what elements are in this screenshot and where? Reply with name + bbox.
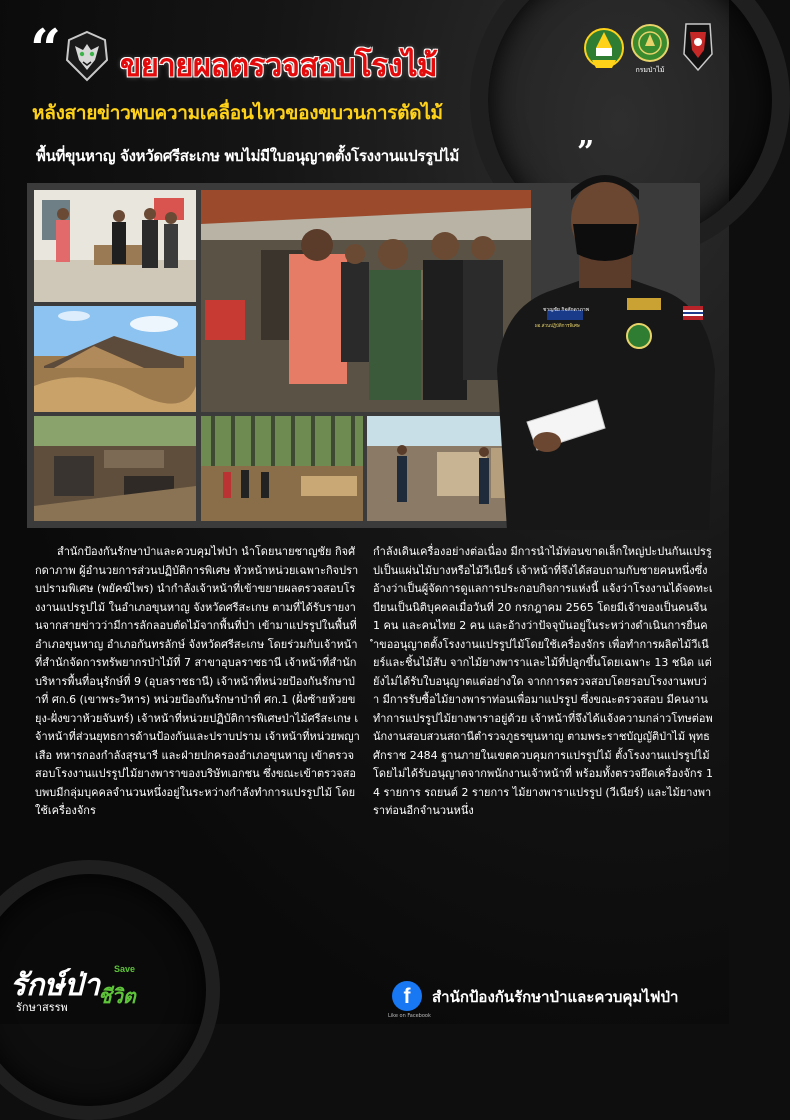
forest-agency-emblem-icon bbox=[585, 29, 623, 68]
officer-title-tag: ผอ.ส่วนปฏิบัติการพิเศษ bbox=[535, 324, 580, 329]
subtitle-line-2: พื้นที่ขุนหาญ จังหวัดศรีสะเกษ พบไม่มีใบอนุญาตตั้งโรงงานแปรรูปไม้ bbox=[36, 147, 459, 165]
slogan-sub: รักษาสรรพ bbox=[16, 1001, 68, 1014]
facebook-caption: Like on Facebook bbox=[388, 1013, 431, 1019]
open-quote: “ bbox=[30, 17, 62, 81]
slogan-save: Save bbox=[114, 964, 136, 974]
officer-name-tag: ชาญชัย กิจศักดาภาพ bbox=[543, 307, 589, 313]
photo-officer-portrait bbox=[487, 160, 722, 530]
photo-machinery bbox=[34, 416, 196, 521]
article-paragraph-left: สำนักป้องกันรักษาป่าและควบคุมไฟป่า นำโดยนายชาญชัย กิจศักดาภาพ ผู้อำนวยการส่วนปฏิบัติการพิเศษ หัวหน้าหน่วยเฉพาะกิจปราบปรามพิเศษ (พยัคฆ์ไพร) นำกำลังเจ้าหน้าที่เข้าขยายผลตรวจสอบโรงงานแปรรูปไม้ ในอำเภอขุนหาญ จังหวัดศรีสะเกษ ตามที่ได้รับรายงานจากสายข่าวว่ามีการลักลอบตัดไม้จากพื้นที่ป่า เข้ามาแปรรูปในพื้นที่อำเภอขุนหาญ อำเภอกันทรลักษ์ จังหวัดศรีสะเกษ โดยร่วมกับเจ้าหน้าที่สำนักจัดการทรัพยากรป่าไม้ที่ 7 สาขาอุบลราชธานี เจ้าหน้าที่สำนักบริหารพื้นที่อนุรักษ์ที่ 9 (อุบลราชธานี) เจ้าหน้าที่หน่วยป้องกันรักษาป่าที่ ศก.6 (เขาพระวิหาร) หน่วยป้องกันรักษาป่าที่ ศก.1 (ฝั่งซ้ายห้วยขยุง-ฝั่งขวาห้วยจันทร์) เจ้าหน้าที่หน่วยปฏิบัติการพิเศษป่าไม้ศรีสะเกษ เจ้าหน้าที่ส่วนยุทธการด้านป้องกันและปราบปราม เจ้าหน้าที่หน่วยพญาเสือ ทหารกองกำลังสุรนารี และฝ่ายปกครองอำเภอขุนหาญ เข้าตรวจสอบโรงงานแปรรูปไม้ยางพาราของบริษัทเอกชน ซึ่งขณะเข้าตรวจสอบพบมีกลุ่มบุคคลจำนวนหนึ่งอยู่ในระหว่างกำลังทำการแปรรูปไม้ โดยใช้เครื่องจักร bbox=[35, 545, 360, 817]
subtitle-line-1: หลังสายข่าวพบความเคลื่อนไหวของขบวนการตัดไม้ bbox=[32, 102, 443, 124]
tiger-unit-logo bbox=[63, 30, 111, 82]
close-quote: ” bbox=[577, 135, 595, 170]
royal-forest-department-icon bbox=[632, 25, 668, 61]
photo-log-pile bbox=[201, 416, 363, 521]
slogan-life: ชีวิต bbox=[98, 984, 136, 1008]
article-paragraph-right: กำลังเดินเครื่องอย่างต่อเนื่อง มีการนำไม้ท่อนขาดเล็กใหญ่ปะปนกันแปรรูปเป็นแผ่นไม้บางหรือไม้วีเนียร์ เจ้าหน้าที่จึงได้สอบถามกับชายคนหนึ่งซึ่งอ้างว่าเป็นผู้จัดการดูแลการประกอบกิจการแห่งนี้ แจ้งว่าโรงงานได้จดทะเบียนเป็นนิติบุคคลเมื่อวันที่ 20 กรกฎาคม 2565 โดยมีเจ้าของเป็นคนจีน 1 คน และคนไทย 2 คน และอ้างว่าปัจจุบันอยู่ในระหว่างดำเนินการยื่นคำขออนุญาตตั้งโรงงานแปรรูปไม้โดยใช้เครื่องจักร เพื่อทำการผลิตไม้วีเนียร์และชิ้นไม้สับ จากไม้ยางพาราและไม้ที่ปลูกขึ้นโดยเฉพาะ 13 ชนิด แต่ยังไม่ได้รับใบอนุญาตแต่อย่างใด จากการตรวจสอบโดยรอบโรงงานพบว่า มีการรับซื้อไม้ยางพาราท่อนเพื่อมาแปรรูป ซึ่งขณะตรวจสอบ มีคนงานทำการแปรรูปไม้ยางพาราอยู่ด้วย เจ้าหน้าที่จึงได้แจ้งความกล่าวโทษต่อพนักงานสอบสวนสถานีตำรวจภูธรขุนหาญ ตามพระราชบัญญัติป่าไม้ พุทธศักราช 2484 ฐานภายในเขตควบคุมการแปรรูปไม้ ตั้งโรงงานแปรรูปไม้โดยไม่ได้รับอนุญาตจากพนักงานเจ้าหน้าที่ พร้อมทั้งตรวจยึดเครื่องจักร 14 รายการ รถยนต์ 2 รายการ ไม้ยางพาราแปรรูป (วีเนียร์) และไม้ยางพาราท่อนอีกจำนวนหนึ่ง bbox=[373, 545, 713, 817]
agency-logos bbox=[582, 18, 717, 76]
article-column-right bbox=[373, 543, 713, 821]
rak-pa-slogan-logo bbox=[10, 958, 140, 1014]
facebook-page-name[interactable]: สำนักป้องกันรักษาป่าและควบคุมไฟป่า bbox=[432, 988, 679, 1006]
photo-sawmill-shed bbox=[34, 306, 196, 412]
facebook-icon[interactable]: f bbox=[392, 981, 422, 1011]
photo-inspection-team bbox=[201, 190, 531, 412]
special-task-force-badge-icon bbox=[684, 24, 712, 70]
slogan-main: รักษ์ป่า bbox=[10, 968, 100, 1003]
headline-title: ขยายผลตรวจสอบโรงไม้ bbox=[120, 48, 438, 84]
svg-text:กรมป่าไม้: กรมป่าไม้ bbox=[635, 66, 665, 74]
photo-office-interview bbox=[34, 190, 196, 302]
article-column-left bbox=[35, 543, 360, 821]
